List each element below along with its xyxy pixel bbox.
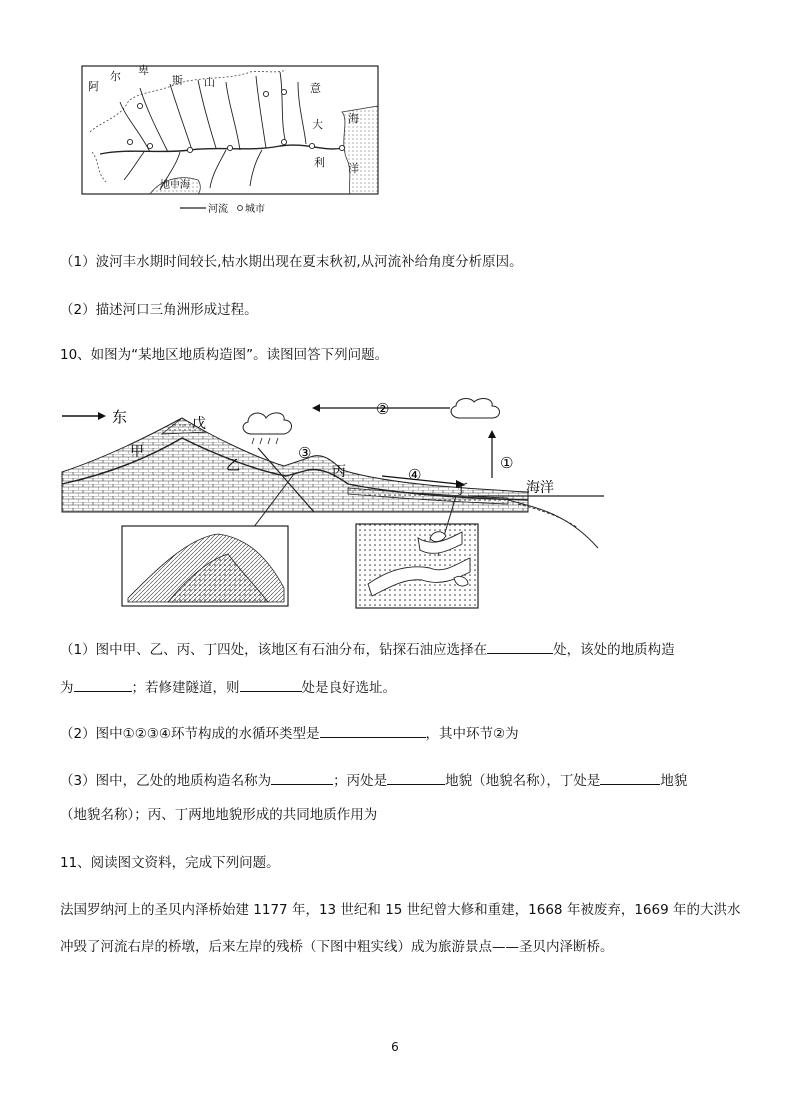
q10-s2-text-b: ，其中环节②为 [425, 726, 519, 742]
q10-title: 10、如图为“某地区地质构造图”。读图回答下列问题。 [60, 347, 389, 363]
label-bing: 丙 [332, 464, 346, 480]
svg-text:洋: 洋 [348, 162, 359, 175]
answer-blank-5[interactable] [271, 770, 333, 785]
answer-blank-1[interactable] [487, 639, 553, 654]
label-ocean: 海洋 [526, 480, 554, 496]
answer-blank-4[interactable] [320, 723, 426, 738]
answer-blank-2[interactable] [74, 677, 132, 692]
svg-text:利: 利 [314, 156, 325, 169]
cloud-left [243, 413, 291, 434]
po-river-map [80, 62, 390, 222]
q11-paragraph-line1: 法国罗纳河上的圣贝内泽桥始建 1177 年，13 世纪和 15 世纪曾大修和重建，1668 年被废弃，1669 年的大洪水 [60, 902, 741, 918]
svg-text:地中海: 地中海 [160, 180, 190, 191]
legend-river-label: 河流 [208, 204, 228, 215]
svg-text:山: 山 [204, 76, 215, 89]
q10-s3-text-b: ；丙处是 [333, 773, 388, 789]
q10-s1-text-c: 为 [60, 680, 74, 696]
svg-text:意: 意 [310, 82, 321, 95]
label-1: ① [500, 454, 514, 472]
q10-sub3-line1 [60, 770, 687, 791]
q10-s1-text-a: （1）图中甲、乙、丙、丁四处，该地区有石油分布，钻探石油应选择在 [60, 642, 488, 658]
q10-s1-text-e: 处是良好选址。 [301, 680, 396, 696]
svg-text:卑: 卑 [138, 64, 149, 77]
map-figure [80, 62, 390, 222]
svg-text:斯: 斯 [172, 74, 183, 87]
geology-figure [58, 388, 614, 620]
page-number: 6 [391, 1040, 399, 1054]
q10-s2-text-a: （2）图中①②③④环节构成的水循环类型是 [60, 726, 320, 742]
q10-sub1-line1 [60, 639, 675, 660]
q9-sub2: （2）描述河口三角洲形成过程。 [60, 302, 258, 318]
label-jia: 甲 [130, 444, 144, 460]
east-label: 东 [112, 408, 128, 426]
answer-blank-3[interactable] [240, 677, 302, 692]
q11-paragraph-line2: 冲毁了河流右岸的桥墩，后来左岸的残桥（下图中粗实线）成为旅游景点——圣贝内泽断桥。 [60, 939, 614, 955]
label-ding: 丁 [454, 482, 468, 498]
q10-sub3-line2: （地貌名称）；丙、丁两地地貌形成的共同地质作用为 [60, 807, 378, 823]
q10-sub2 [60, 723, 519, 744]
label-yi: 乙 [226, 458, 240, 474]
label-wu: 戊 [192, 416, 206, 432]
answer-blank-6[interactable] [387, 770, 445, 785]
label-3: ③ [298, 444, 312, 462]
legend-city-label: 城市 [245, 204, 265, 215]
q10-s1-text-b: 处，该处的地质构造 [553, 642, 675, 658]
svg-text:大: 大 [312, 118, 323, 131]
q9-sub1: （1）波河丰水期时间较长,枯水期出现在夏末秋初,从河流补给角度分析原因。 [60, 254, 523, 270]
svg-text:海: 海 [348, 112, 359, 125]
svg-text:尔: 尔 [110, 70, 121, 83]
q10-s3-text-d: 地貌 [660, 773, 688, 789]
geologic-structure-diagram [58, 388, 614, 620]
label-4: ④ [408, 466, 422, 484]
q10-s3-text-c: 地貌（地貌名称），丁处是 [445, 773, 601, 789]
q11-title: 11、阅读图文资料，完成下列问题。 [60, 855, 280, 871]
q10-s1-text-d: ；若修建隧道，则 [131, 680, 240, 696]
label-2: ② [376, 400, 390, 418]
q10-sub1-line2 [60, 677, 396, 698]
q10-s3-text-a: （3）图中，乙处的地质构造名称为 [60, 773, 272, 789]
svg-text:阿: 阿 [88, 80, 99, 93]
cloud-right [451, 399, 499, 418]
answer-blank-7[interactable] [600, 770, 660, 785]
